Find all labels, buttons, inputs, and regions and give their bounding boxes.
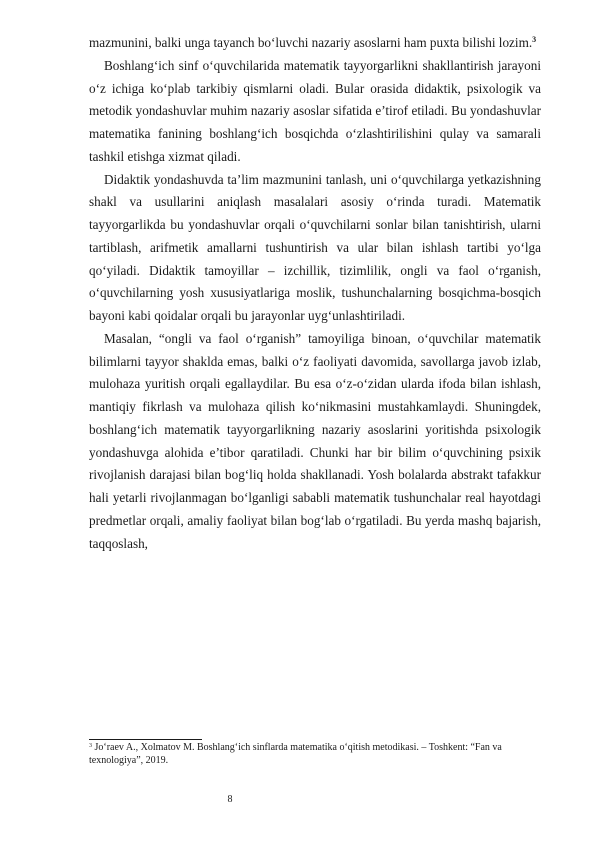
paragraph-text: mazmunini, balki unga tayanch bo‘luvchi nazariy asoslarni ham puxta bilishi lozim. <box>89 35 533 50</box>
paragraph-approaches: Boshlang‘ich sinf o‘quvchilarida matematik tayyorgarlikni shakllantirish jarayoni o‘z ichiga ko‘plab tarkibiy qismlarni oladi. Bular orasida didaktik, psixologik va metodik yondashuvlar muhim nazariy asoslar sifatida e’tirof etiladi. Bu yondashuvlar matematika fanining boshlang‘ich bosqichda o‘zlashtirilishini qulay va samarali tashkil etishga xizmat qiladi. <box>89 57 541 164</box>
main-text <box>89 32 541 555</box>
footnote-number: 3 <box>89 743 92 749</box>
page-number: 8 <box>227 794 233 805</box>
footnote-divider <box>89 739 202 740</box>
footnote-reference: 3 <box>532 35 537 44</box>
footnote <box>89 741 541 767</box>
paragraph-continuation <box>89 32 541 55</box>
paragraph-example: Masalan, “ongli va faol o‘rganish” tamoyiliga binoan, o‘quvchilar matematik bilimlarni tayyor shaklda emas, balki o‘z faoliyati davomida, savollarga javob izlab, mulohaza yuritish orqali egallaydilar. Bu esa o‘z-o‘zidan ularda ifoda bilan ishlash, mantiqiy fikrlash va mulohaza qilish ko‘nikmasini mustahkamlaydi. Shuningdek, boshlang‘ich matematik tayyorgarlikning nazariy asoslarini yoritishda psixologik yondashuvga alohida e’tibor qaratiladi. Chunki har bir bilim o‘quvchining psixik rivojlanish darajasi bilan bog‘liq holda shakllanadi. Yosh bolalarda abstrakt tafakkur hali yetarli rivojlanmagan bo‘lganligi sababli matematik tushunchalar real hayotdagi predmetlar orqali, amaliy faoliyat bilan bog‘lab o‘rgatiladi. Bu yerda mashq bajarish, taqqoslash, <box>89 330 541 551</box>
footnote-text: Jo‘raev A., Xolmatov M. Boshlang‘ich sinflarda matematika o‘qitish metodikasi. – Toshkent: “Fan va texnologiya”, 2019. <box>89 742 502 766</box>
paragraph-didactic: Didaktik yondashuvda ta’lim mazmunini tanlash, uni o‘quvchilarga yetkazishning shakl va usullarini aniqlash masalalari asosiy o‘rinda turadi. Matematik tayyorgarlikda bu yondashuvlar orqali o‘quvchilarni sonlar bilan tanishtirish, ularni tartiblash, arifmetik amallarni tushuntirish va ular bilan ishlash tartibi yo‘lga qo‘yiladi. Didaktik tamoyillar – izchillik, tizimlilik, ongli va faol o‘rganish, o‘quvchilarning yosh xususiyatlariga moslik, tushunchalarning bosqichma-bosqich bayoni kabi qoidalar orqali bu jarayonlar uyg‘unlashtiriladi. <box>89 171 541 323</box>
